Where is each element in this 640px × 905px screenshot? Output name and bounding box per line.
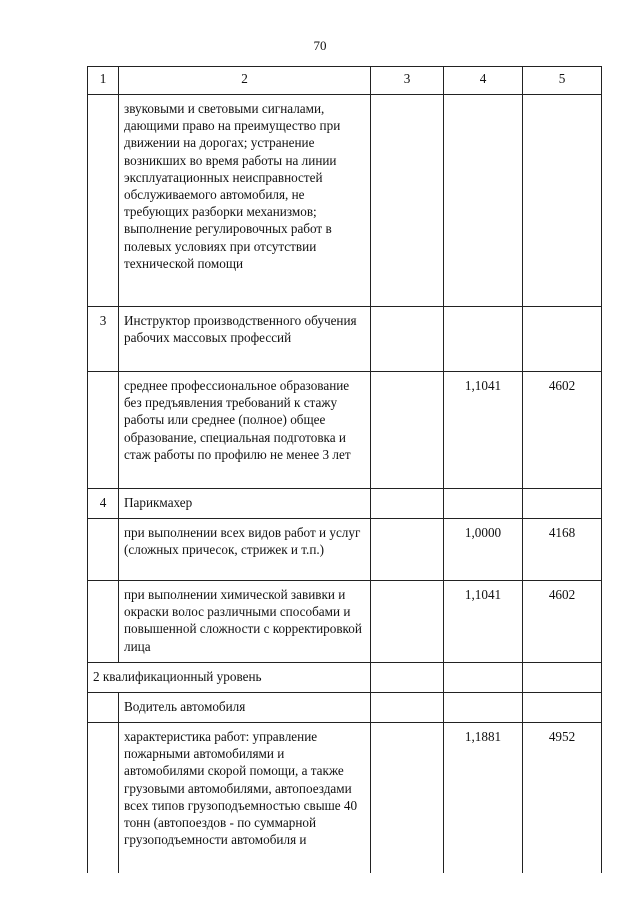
- page-number: 70: [313, 38, 327, 53]
- column-3-cell: [371, 723, 444, 873]
- salary-cell: 4602: [523, 581, 602, 663]
- column-3-cell: [371, 489, 444, 519]
- salary-cell: 4602: [523, 372, 602, 489]
- section-title-cell: 2 квалификационный уровень: [88, 663, 371, 693]
- coefficient-cell: 1,1041: [444, 581, 523, 663]
- header-cell: 2: [119, 67, 371, 95]
- salary-cell: 4952: [523, 723, 602, 873]
- coefficient-cell: 1,1881: [444, 723, 523, 873]
- header-cell: 5: [523, 67, 602, 95]
- column-3-cell: [371, 519, 444, 581]
- table-row: [88, 581, 602, 663]
- row-number-cell: [88, 519, 119, 581]
- column-3-cell: [371, 95, 444, 307]
- salary-cell: [523, 95, 602, 307]
- table-header-row: [88, 67, 602, 95]
- salary-cell: [523, 663, 602, 693]
- coefficient-cell: [444, 663, 523, 693]
- salary-cell: 4168: [523, 519, 602, 581]
- table-row: [88, 723, 602, 873]
- table-row: [88, 372, 602, 489]
- description-cell: при выполнении всех видов работ и услуг (сложных причесок, стрижек и т.п.): [119, 519, 371, 581]
- row-number-cell: [88, 372, 119, 489]
- column-3-cell: [371, 307, 444, 372]
- tariff-table: [87, 66, 602, 873]
- row-number-cell: 3: [88, 307, 119, 372]
- description-cell: характеристика работ: управление пожарными автомобилями и автомобилями скорой помощи, а также грузовыми автомобилями, автопоездами всех типов грузоподъемностью свыше 40 тонн (автопоездов - по суммарной грузоподъемности автомобиля и: [119, 723, 371, 873]
- coefficient-cell: [444, 95, 523, 307]
- column-3-cell: [371, 581, 444, 663]
- row-number-cell: [88, 581, 119, 663]
- table-row: [88, 693, 602, 723]
- header-cell: 3: [371, 67, 444, 95]
- coefficient-cell: [444, 307, 523, 372]
- description-cell: Водитель автомобиля: [119, 693, 371, 723]
- table-row: [88, 519, 602, 581]
- column-3-cell: [371, 372, 444, 489]
- coefficient-cell: 1,1041: [444, 372, 523, 489]
- table-row: [88, 489, 602, 519]
- row-number-cell: [88, 723, 119, 873]
- header-cell: 4: [444, 67, 523, 95]
- header-cell: 1: [88, 67, 119, 95]
- salary-cell: [523, 489, 602, 519]
- column-3-cell: [371, 693, 444, 723]
- description-cell: среднее профессиональное образование без предъявления требований к стажу работы или среднее (полное) общее образование, специальная подготовка и стаж работы по профилю не менее 3 лет: [119, 372, 371, 489]
- salary-cell: [523, 693, 602, 723]
- section-row: [88, 663, 602, 693]
- row-number-cell: 4: [88, 489, 119, 519]
- row-number-cell: [88, 95, 119, 307]
- table-row: [88, 95, 602, 307]
- description-cell: Парикмахер: [119, 489, 371, 519]
- coefficient-cell: [444, 489, 523, 519]
- salary-cell: [523, 307, 602, 372]
- description-cell: Инструктор производственного обучения рабочих массовых профессий: [119, 307, 371, 372]
- description-cell: при выполнении химической завивки и окраски волос различными способами и повышенной сложности с корректировкой лица: [119, 581, 371, 663]
- coefficient-cell: 1,0000: [444, 519, 523, 581]
- description-cell: звуковыми и световыми сигналами, дающими право на преимущество при движении на дорогах; устранение возникших во время работы на линии эксплуатационных неисправностей обслуживаемого автомобиля, не требующих разборки механизмов; выполнение регулировочных работ в полевых условиях при отсутствии технической помощи: [119, 95, 371, 307]
- row-number-cell: [88, 693, 119, 723]
- coefficient-cell: [444, 693, 523, 723]
- table-row: [88, 307, 602, 372]
- column-3-cell: [371, 663, 444, 693]
